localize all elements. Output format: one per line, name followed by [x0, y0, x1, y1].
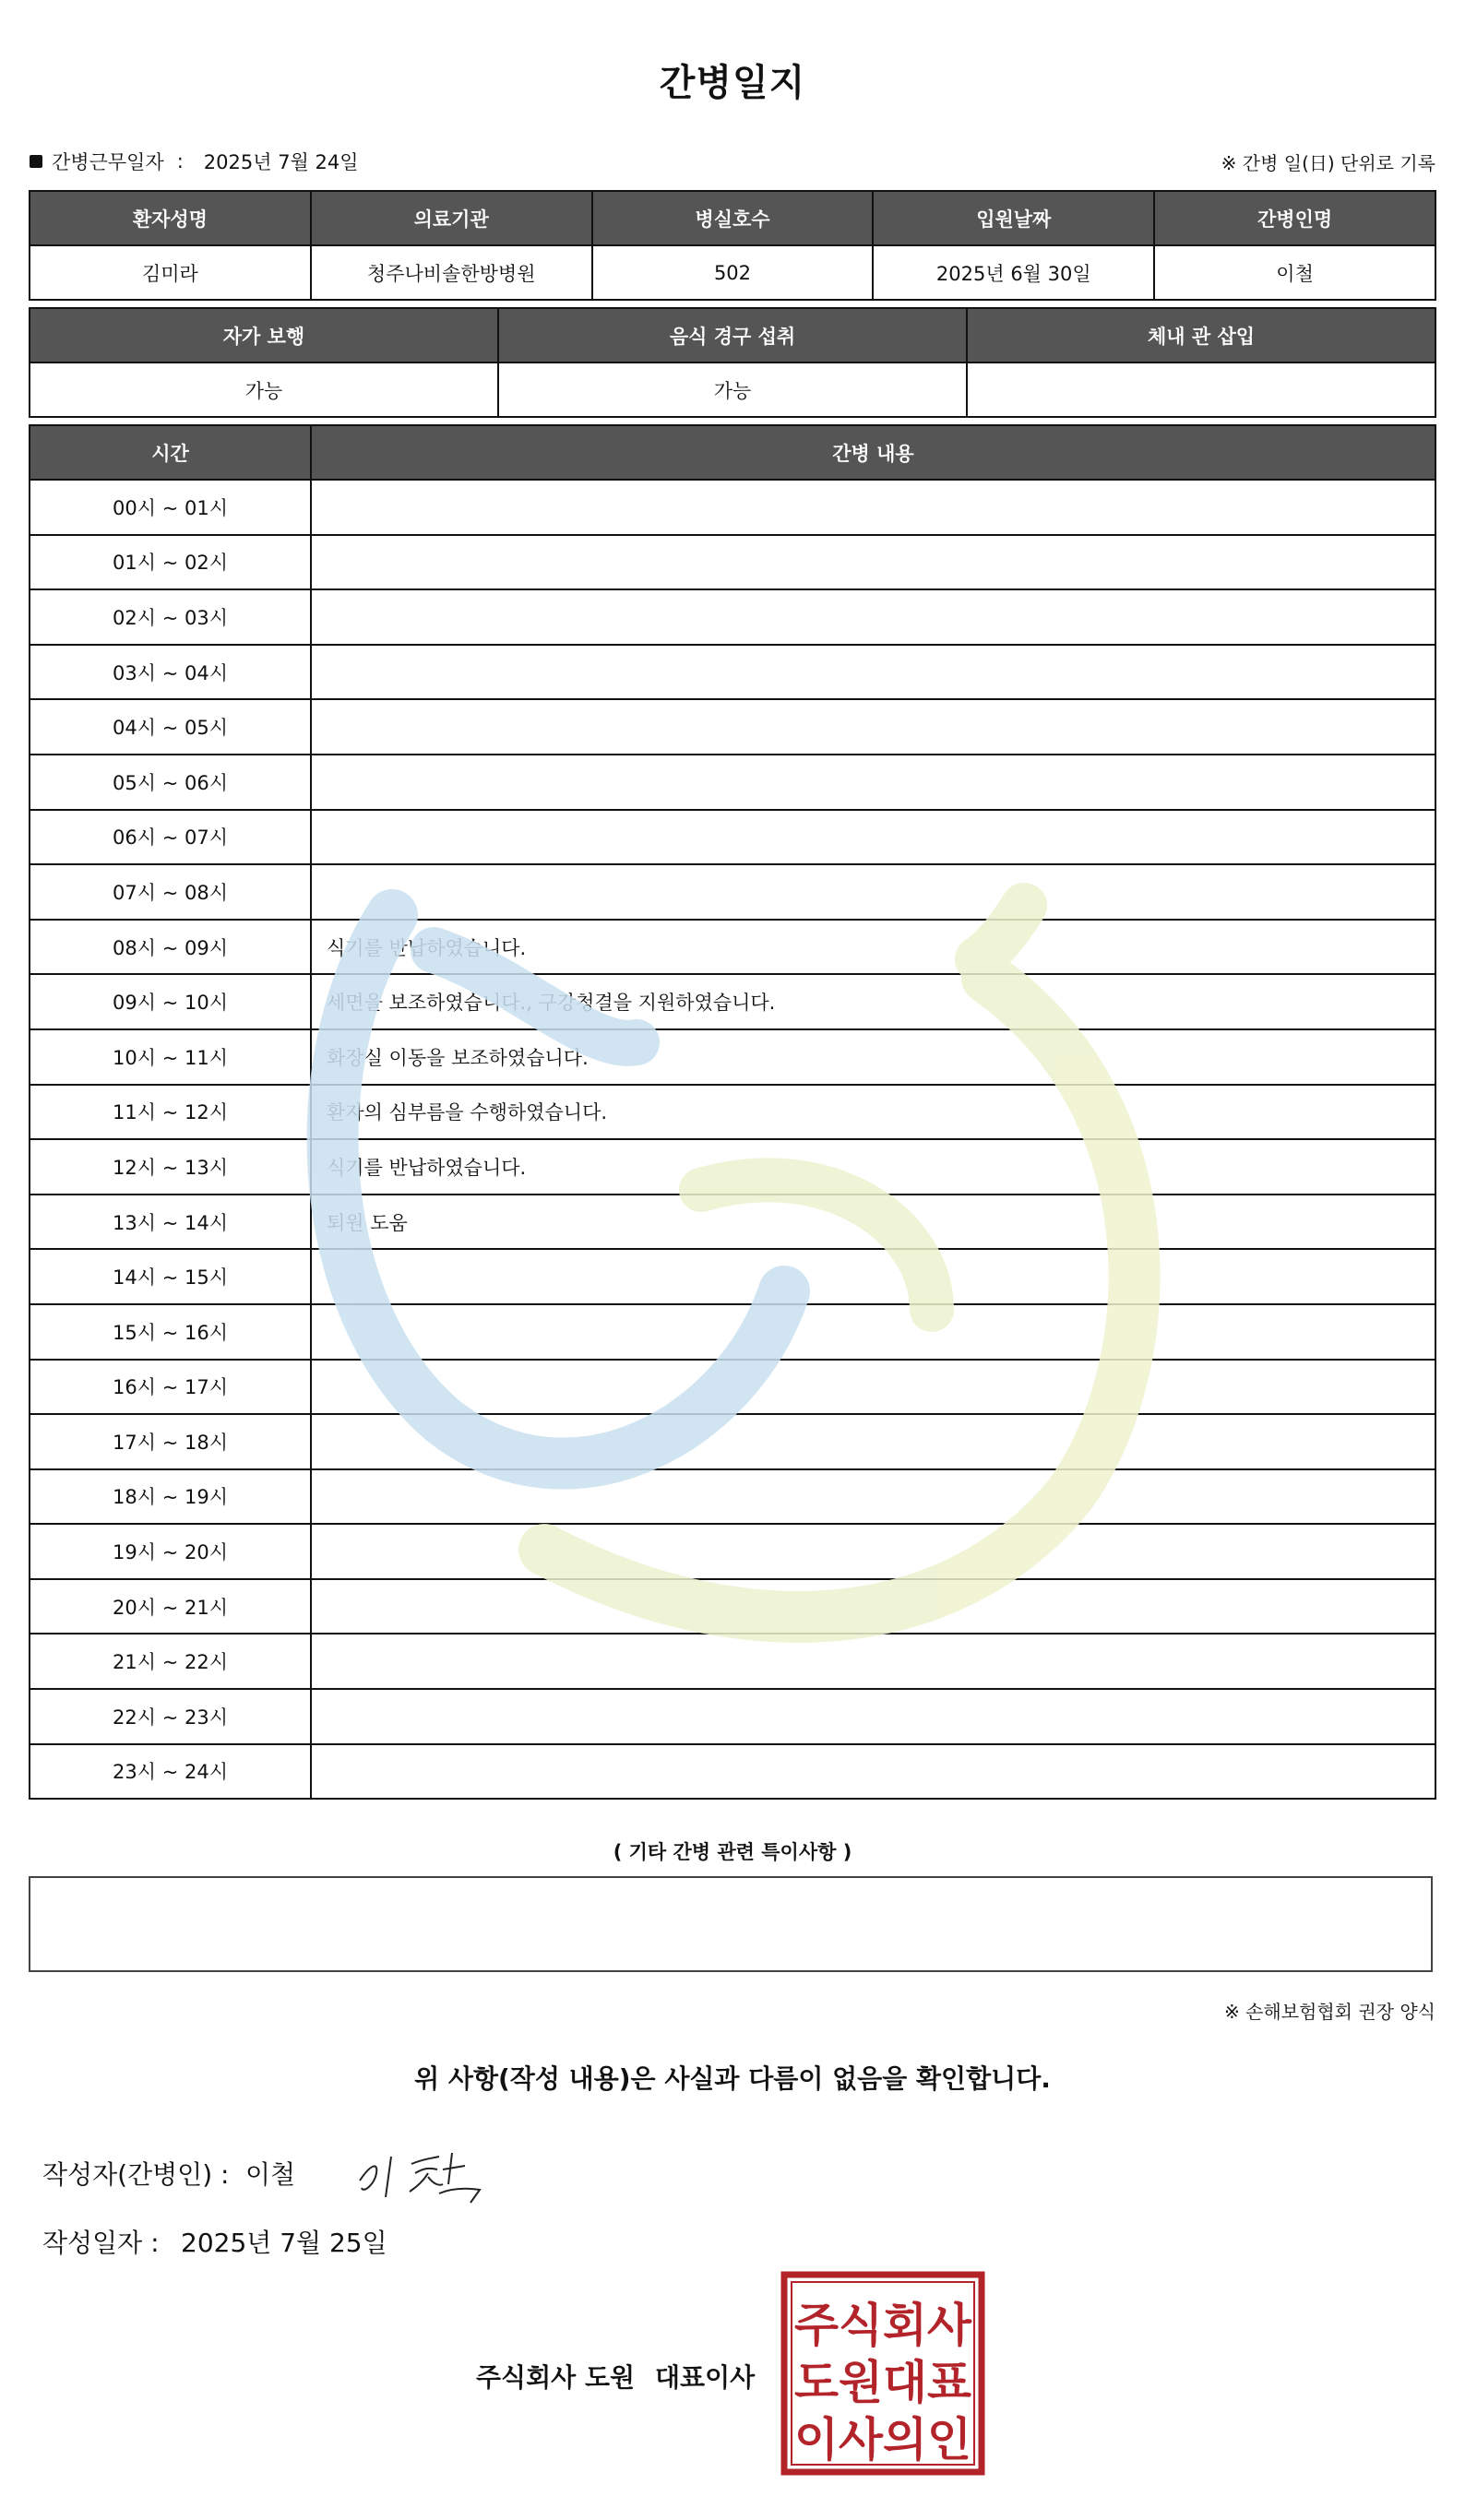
caregiver-name-value: 이철 [1154, 245, 1435, 300]
care-log-time: 04시 ~ 05시 [30, 699, 311, 755]
status-value-row [30, 363, 1435, 417]
write-date-label: 작성일자 : [42, 2228, 160, 2258]
care-log-time: 17시 ~ 18시 [30, 1414, 311, 1469]
care-log-row [30, 645, 1435, 700]
care-log-time: 15시 ~ 16시 [30, 1304, 311, 1360]
patient-name-value: 김미라 [30, 245, 311, 300]
header-room-number: 병실호수 [592, 191, 874, 245]
care-log-row [30, 1469, 1435, 1525]
notes-box [29, 1876, 1433, 1972]
care-log-row [30, 535, 1435, 590]
care-log-content [311, 1524, 1435, 1579]
care-log-time: 18시 ~ 19시 [30, 1469, 311, 1525]
header-tube-insertion: 체내 관 삽입 [967, 308, 1435, 363]
care-log-row [30, 480, 1435, 535]
notes-title: ( 기타 간병 관련 특이사항 ) [613, 1841, 852, 1863]
care-log-content [311, 1689, 1435, 1744]
care-log-time: 02시 ~ 03시 [30, 589, 311, 645]
care-log-content [311, 1360, 1435, 1415]
care-log-row [30, 1085, 1435, 1140]
care-log-time: 16시 ~ 17시 [30, 1360, 311, 1415]
hospital-value: 청주나비솔한방병원 [311, 245, 592, 300]
care-log-time: 14시 ~ 15시 [30, 1249, 311, 1304]
care-log-content [311, 699, 1435, 755]
patient-info-value-row [30, 245, 1435, 300]
care-log-time: 22시 ~ 23시 [30, 1689, 311, 1744]
care-log-row [30, 864, 1435, 920]
care-log-row [30, 699, 1435, 755]
care-log-time: 23시 ~ 24시 [30, 1744, 311, 1800]
care-log-content [311, 1744, 1435, 1800]
care-log-content [311, 645, 1435, 700]
write-date-value: 2025년 7월 25일 [181, 2228, 387, 2258]
care-log-row [30, 755, 1435, 810]
care-log-row [30, 1029, 1435, 1085]
care-log-content: 세면을 보조하였습니다., 구강청결을 지원하였습니다. [311, 974, 1435, 1029]
care-log-content: 식기를 반납하였습니다. [311, 920, 1435, 975]
header-caregiver-name: 간병인명 [1154, 191, 1435, 245]
care-log-row [30, 974, 1435, 1029]
oral-intake-value: 가능 [498, 363, 967, 417]
work-date-line [30, 148, 359, 175]
care-log-content [311, 1414, 1435, 1469]
header-admission-date: 입원날짜 [873, 191, 1154, 245]
care-log-row [30, 1414, 1435, 1469]
care-log-time: 19시 ~ 20시 [30, 1524, 311, 1579]
seal-line-3: 이사의인 [794, 2413, 971, 2467]
care-log-time: 05시 ~ 06시 [30, 755, 311, 810]
care-log-time: 08시 ~ 09시 [30, 920, 311, 975]
care-log-content [311, 755, 1435, 810]
care-log-content [311, 864, 1435, 920]
care-log-row [30, 920, 1435, 975]
care-log-time: 10시 ~ 11시 [30, 1029, 311, 1085]
self-walking-value: 가능 [30, 363, 498, 417]
care-log-time: 11시 ~ 12시 [30, 1085, 311, 1140]
care-log-content: 환자의 심부름을 수행하였습니다. [311, 1085, 1435, 1140]
care-log-row [30, 1249, 1435, 1304]
work-date-colon: : [176, 150, 184, 172]
seal-line-2: 도원대표 [794, 2356, 972, 2409]
patient-status-table [29, 307, 1436, 418]
care-log-time: 20시 ~ 21시 [30, 1579, 311, 1634]
care-log-row [30, 1689, 1435, 1744]
care-log-row [30, 1304, 1435, 1360]
care-log-header-row [30, 425, 1435, 480]
care-log-row [30, 810, 1435, 865]
care-log-content [311, 480, 1435, 535]
status-header-row [30, 308, 1435, 363]
care-log-time: 07시 ~ 08시 [30, 864, 311, 920]
care-log-row [30, 1524, 1435, 1579]
tube-insertion-value [967, 363, 1435, 417]
care-log-time: 21시 ~ 22시 [30, 1634, 311, 1689]
care-log-table [29, 424, 1436, 1800]
care-log-row [30, 1195, 1435, 1250]
unit-note: ※ 간병 일(日) 단위로 기록 [1221, 152, 1435, 174]
header-patient-name: 환자성명 [30, 191, 311, 245]
signature-image [351, 2136, 498, 2210]
work-date-value: 2025년 7월 24일 [203, 151, 359, 173]
care-log-row [30, 1634, 1435, 1689]
care-log-row [30, 1744, 1435, 1800]
room-number-value: 502 [592, 245, 874, 300]
care-log-content [311, 589, 1435, 645]
care-log-content [311, 1469, 1435, 1525]
header-hospital: 의료기관 [311, 191, 592, 245]
care-log-content: 화장실 이동을 보조하였습니다. [311, 1029, 1435, 1085]
care-log-time: 00시 ~ 01시 [30, 480, 311, 535]
confirmation-statement: 위 사항(작성 내용)은 사실과 다름이 없음을 확인합니다. [414, 2063, 1051, 2094]
care-log-time: 03시 ~ 04시 [30, 645, 311, 700]
seal-line-1: 주식회사 [794, 2299, 972, 2352]
header-oral-intake: 음식 경구 섭취 [498, 308, 967, 363]
care-log-content [311, 1304, 1435, 1360]
header-care-content: 간병 내용 [311, 425, 1435, 480]
care-log-content [311, 810, 1435, 865]
care-log-time: 01시 ~ 02시 [30, 535, 311, 590]
care-log-row [30, 589, 1435, 645]
header-self-walking: 자가 보행 [30, 308, 498, 363]
care-log-content: 퇴원 도움 [311, 1195, 1435, 1250]
care-log-row [30, 1579, 1435, 1634]
care-log-time: 12시 ~ 13시 [30, 1139, 311, 1195]
care-log-content [311, 1249, 1435, 1304]
format-note: ※ 손해보험협회 권장 양식 [1223, 2001, 1435, 2023]
patient-info-header-row [30, 191, 1435, 245]
page-title: 간병일지 [659, 62, 806, 104]
black-square-icon [30, 155, 42, 168]
header-time: 시간 [30, 425, 311, 480]
care-log-content [311, 535, 1435, 590]
patient-info-table [29, 190, 1436, 301]
care-log-content [311, 1634, 1435, 1689]
care-log-row [30, 1139, 1435, 1195]
admission-date-value: 2025년 6월 30일 [873, 245, 1154, 300]
care-log-time: 09시 ~ 10시 [30, 974, 311, 1029]
care-log-content [311, 1579, 1435, 1634]
company-name: 주식회사 도원 [476, 2362, 636, 2393]
work-date-label: 간병근무일자 [52, 151, 164, 173]
care-log-content: 식기를 반납하였습니다. [311, 1139, 1435, 1195]
care-log-time: 06시 ~ 07시 [30, 810, 311, 865]
care-log-time: 13시 ~ 14시 [30, 1195, 311, 1250]
writer-name: 이철 [245, 2159, 296, 2190]
ceo-title: 대표이사 [655, 2362, 756, 2393]
care-log-row [30, 1360, 1435, 1415]
writer-label: 작성자(간병인) : [42, 2159, 230, 2190]
company-seal-stamp [780, 2271, 985, 2476]
